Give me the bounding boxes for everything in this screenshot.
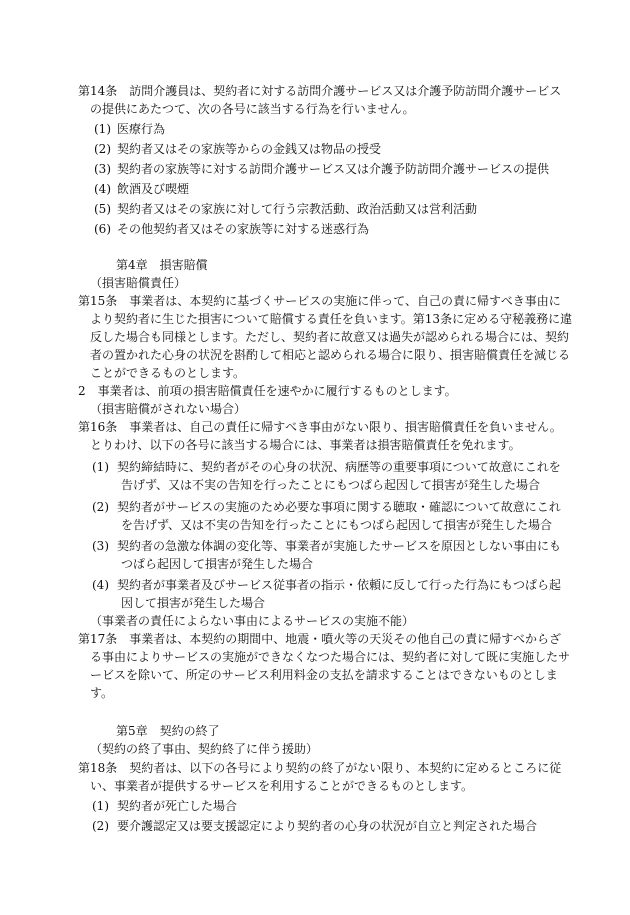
item-number: (6) <box>94 222 111 236</box>
article-14-line-2: の提供にあたつて、次の各号に該当する行為を行いません。 <box>90 102 415 116</box>
article-17-line-1: 第17条 事業者は、本契約の期間中、地震・噴火等の天災その他自己の責に帰すべからざ <box>78 632 562 646</box>
list-item: 契約締結時に、契約者がその心身の状況、病歴等の重要事項について故意にこれを <box>117 460 561 474</box>
item-number: (4) <box>94 182 111 196</box>
item-number: (3) <box>92 539 109 553</box>
list-item: 契約者がサービスの実施のため必要な事項に関する聴取・確認について故意にこれ <box>117 500 561 514</box>
article-15-line-3: 反した場合も同様とします。ただし、契約者に故意又は過失が認められる場合には、契約 <box>90 330 570 344</box>
list-item: 契約者が事業者及びサービス従事者の指示・依頼に反して行った行為にもつぱら起 <box>117 578 562 592</box>
chapter-5-heading: 第5章 契約の終了 <box>116 724 220 738</box>
item-number: (3) <box>94 162 111 176</box>
list-item: 契約者が死亡した場合 <box>117 799 238 813</box>
list-item: 要介護認定又は要支援認定により契約者の心身の状況が自立と判定された場合 <box>117 819 538 833</box>
list-item: 契約者又はその家族等からの金銭又は物品の授受 <box>117 142 382 156</box>
section-subheading: （損害賠償がされない場合） <box>90 402 247 416</box>
list-item-continuation: 告げず、又は不実の告知を行ったことにもつぱら起因して損害が発生した場合 <box>121 478 541 492</box>
section-subheading: （事業者の責任によらない事由によるサービスの実施不能） <box>90 614 415 628</box>
list-item: その他契約者又はその家族等に対する迷惑行為 <box>117 222 370 236</box>
chapter-4-heading: 第4章 損害賠償 <box>116 258 208 272</box>
item-number: (2) <box>92 819 109 833</box>
article-15-line-2: より契約者に生じた損害について賠償する責任を負います。第13条に定める守秘義務に違 <box>90 312 573 326</box>
article-18-line-1: 第18条 契約者は、以下の各号により契約の終了がない限り、本契約に定めるところに従 <box>78 761 562 775</box>
item-number: (5) <box>94 202 111 216</box>
item-number: (2) <box>94 142 111 156</box>
article-14-line-1: 第14条 訪問介護員は、契約者に対する訪問介護サービス又は介護予防訪問介護サービス <box>78 84 562 98</box>
article-17-line-4: す。 <box>90 686 114 700</box>
item-number: (1) <box>94 122 111 136</box>
list-item: 医療行為 <box>117 122 166 136</box>
item-number: (1) <box>92 799 109 813</box>
section-subheading: （契約の終了事由、契約終了に伴う援助） <box>90 742 319 756</box>
article-17-line-3: ービスを除いて、所定のサービス利用料金の支払を請求することはできないものとしま <box>90 668 558 682</box>
item-number: (2) <box>92 500 109 514</box>
article-18-line-2: い、事業者が提供するサービスを利用することができるものとします。 <box>90 779 474 793</box>
article-16-line-1: 第16条 事業者は、自己の責任に帰すべき事由がない限り、損害賠償責任を負いません。 <box>78 420 562 434</box>
list-item: 契約者又はその家族に対して行う宗教活動、政治活動又は営利活動 <box>117 202 478 216</box>
item-number: (4) <box>92 578 109 592</box>
paragraph-2: 2 事業者は、前項の損害賠償責任を速やかに履行するものとします。 <box>78 384 457 398</box>
list-item: 飲酒及び喫煙 <box>117 182 190 196</box>
list-item: 契約者の急激な体調の変化等、事業者が実施したサービスを原因としない事由にも <box>117 539 562 553</box>
article-15-line-5: ことができるものとします。 <box>90 366 246 380</box>
list-item-continuation: つぱら起因して損害が発生した場合 <box>121 557 314 571</box>
section-subheading: （損害賠償責任） <box>90 276 187 290</box>
article-15-line-4: 者の置かれた心身の状況を斟酌して相応と認められる場合に限り、損害賠償責任を減じる <box>90 348 571 362</box>
list-item-continuation: を告げず、又は不実の告知を行ったことにもつぱら起因して損害が発生した場合 <box>121 518 553 532</box>
article-17-line-2: る事由によりサービスの実施ができなくなつた場合には、契約者に対して既に実施したサ <box>90 650 571 664</box>
list-item: 契約者の家族等に対する訪問介護サービス又は介護予防訪問介護サービスの提供 <box>117 162 550 176</box>
article-16-line-2: とりわけ、以下の各号に該当する場合には、事業者は損害賠償責任を免れます。 <box>90 438 521 452</box>
list-item-continuation: 因して損害が発生した場合 <box>121 596 266 610</box>
item-number: (1) <box>92 460 109 474</box>
article-15-line-1: 第15条 事業者は、本契約に基づくサービスの実施に伴って、自己の責に帰すべき事由に <box>78 294 561 308</box>
